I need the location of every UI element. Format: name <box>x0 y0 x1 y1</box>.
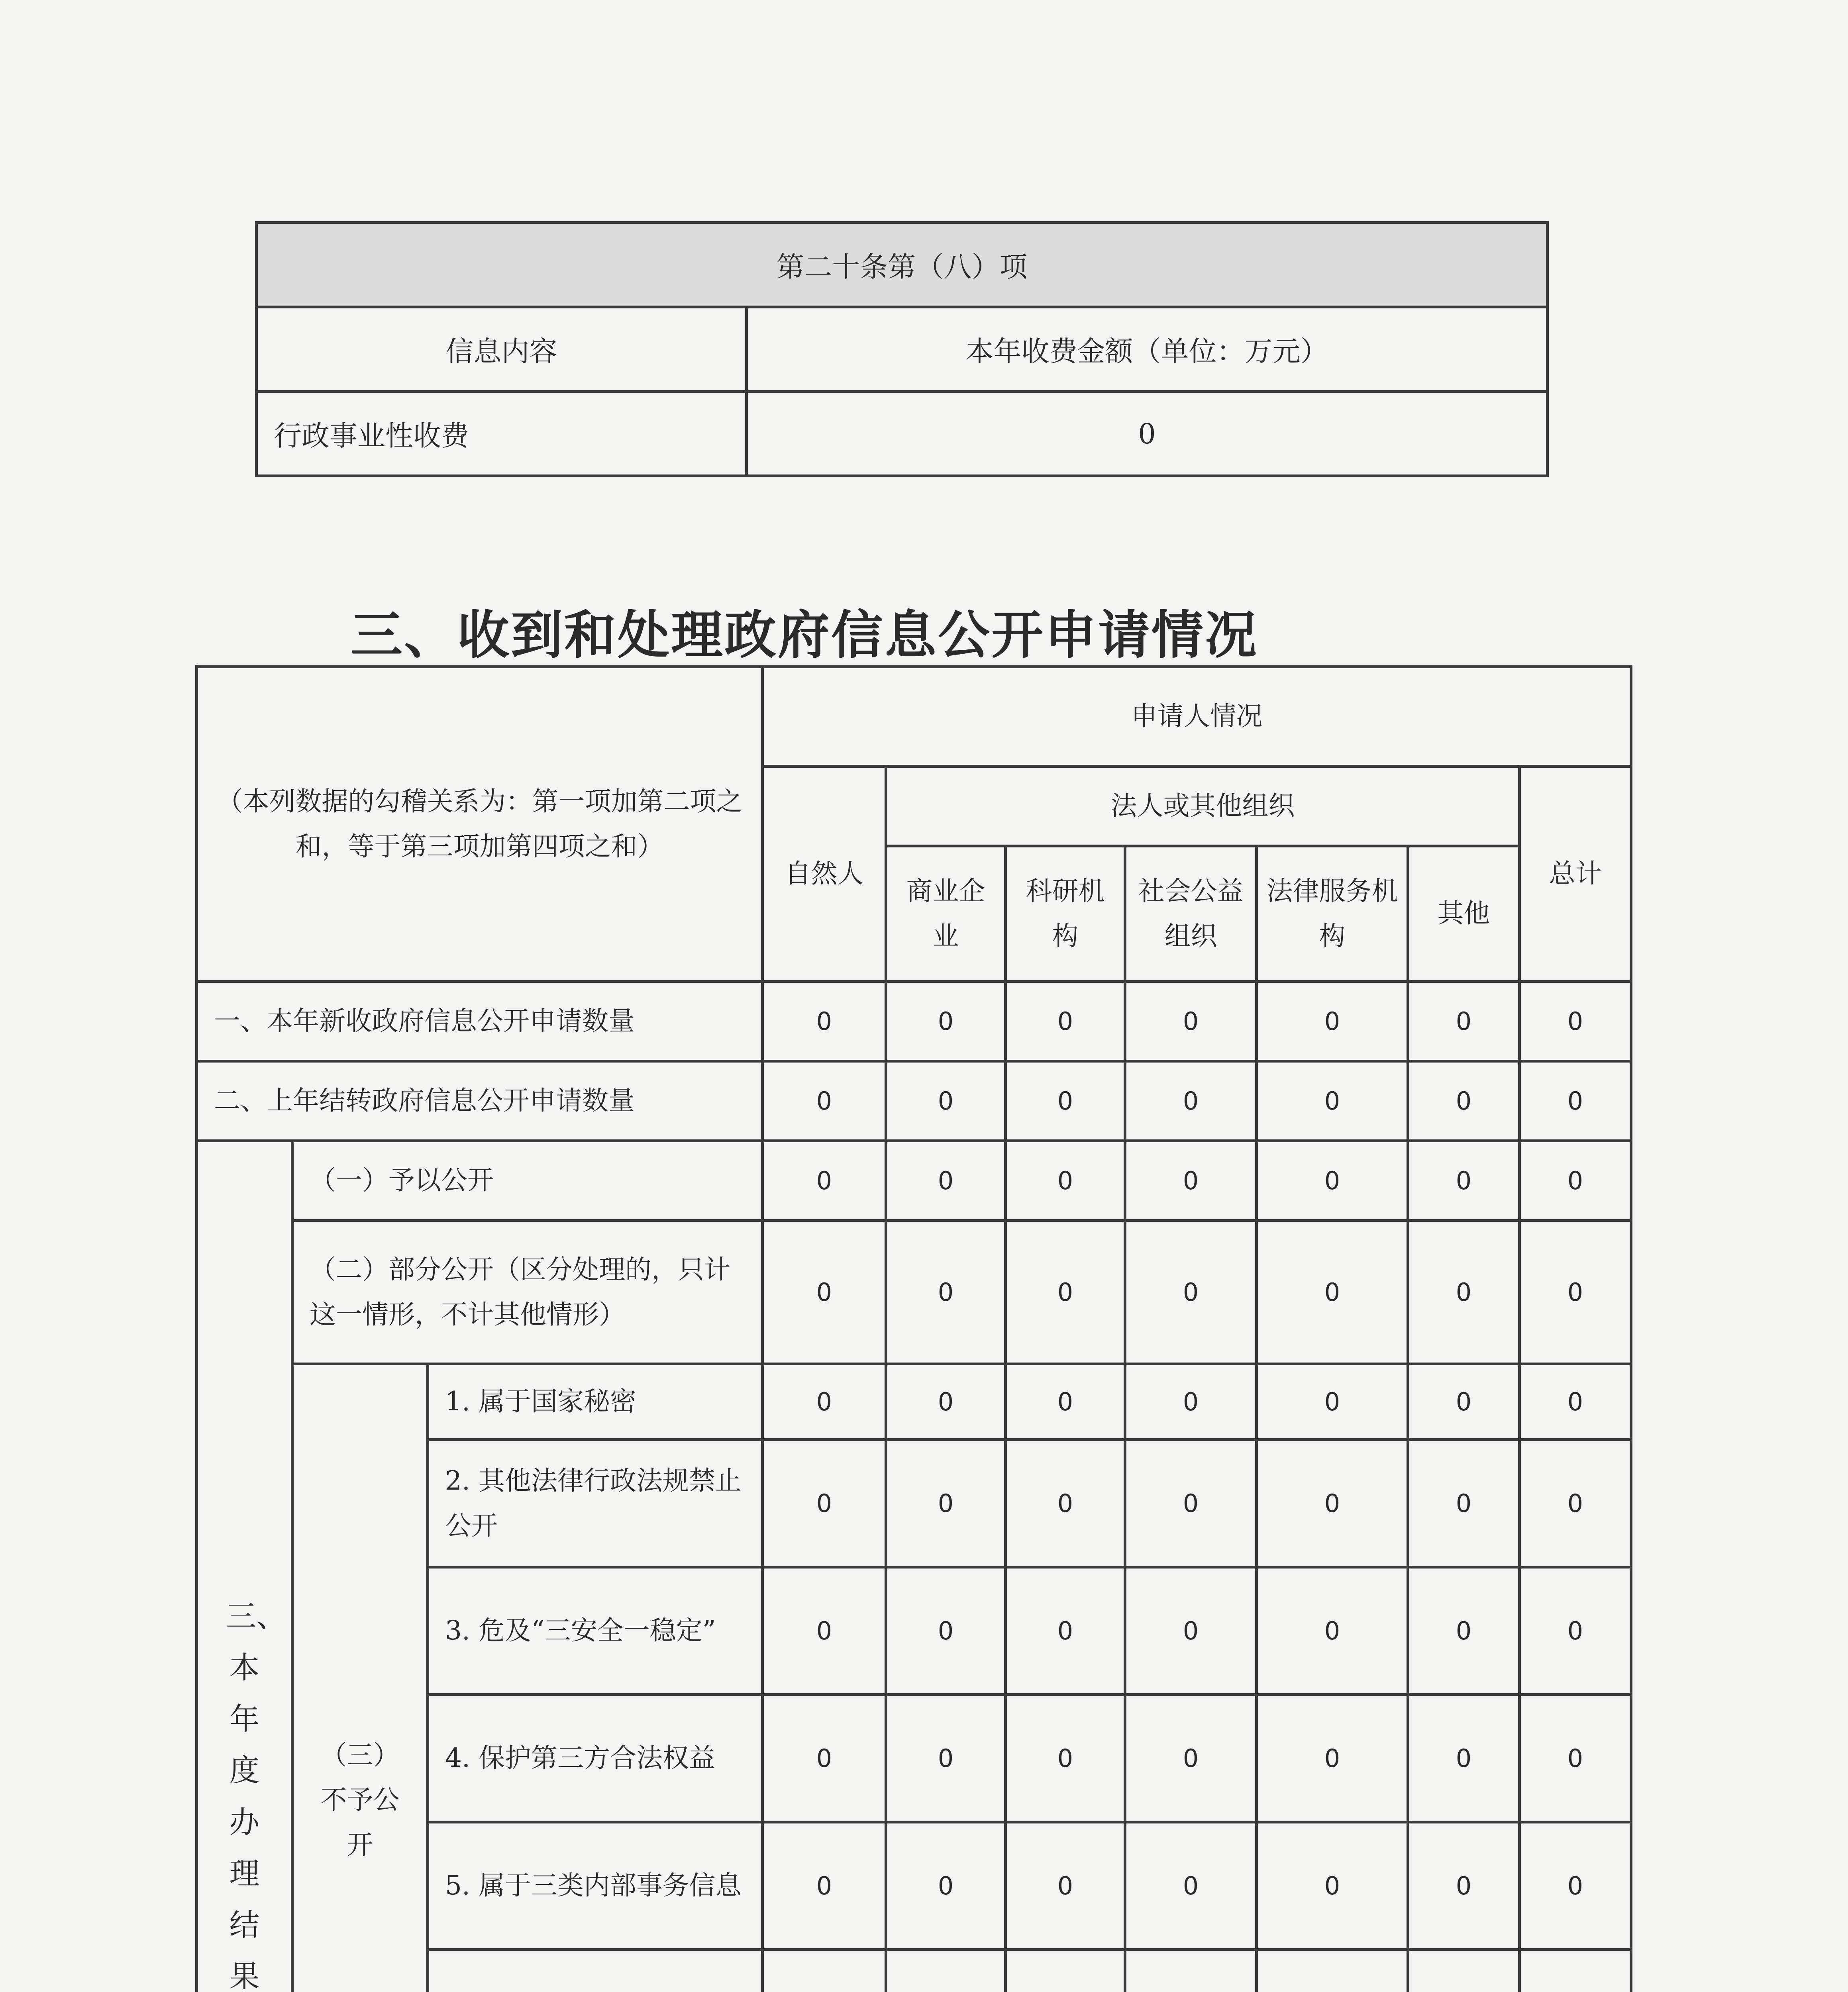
cell: 0 <box>763 1061 886 1141</box>
row-label: （一）予以公开 <box>292 1141 763 1221</box>
table-row <box>197 1364 1631 1440</box>
header-natural-person: 自然人 <box>763 767 886 982</box>
fee-col-info: 信息内容 <box>257 307 747 392</box>
cell: 0 <box>1257 1141 1408 1221</box>
cell: 0 <box>1408 1695 1520 1822</box>
cell: 0 <box>1006 1440 1125 1567</box>
row-label: 二、上年结转政府信息公开申请数量 <box>197 1061 763 1141</box>
table-row <box>197 1141 1631 1221</box>
cell: 0 <box>1408 1440 1520 1567</box>
cell: 0 <box>886 1695 1006 1822</box>
cell: 0 <box>1408 1141 1520 1221</box>
cell: 0 <box>1125 1440 1257 1567</box>
cell <box>1257 1950 1408 1992</box>
cell: 0 <box>763 1822 886 1950</box>
table-row <box>197 1061 1631 1141</box>
cell: 0 <box>1408 1567 1520 1695</box>
cell: 0 <box>1520 1440 1631 1567</box>
cell: 0 <box>1520 1695 1631 1822</box>
row-label: 2. 其他法律行政法规禁止公开 <box>428 1440 763 1567</box>
cell: 0 <box>1408 1221 1520 1364</box>
table-row <box>197 1221 1631 1364</box>
row-label: 4. 保护第三方合法权益 <box>428 1695 763 1822</box>
cell: 0 <box>1520 1822 1631 1950</box>
fee-row-value: 0 <box>747 392 1548 476</box>
cell: 0 <box>1408 1061 1520 1141</box>
cell <box>1408 1950 1520 1992</box>
row-label: 一、本年新收政府信息公开申请数量 <box>197 982 763 1061</box>
header-legal-service: 法律服务机构 <box>1257 846 1408 982</box>
cell: 0 <box>1125 1695 1257 1822</box>
cell: 0 <box>1257 1822 1408 1950</box>
cell: 0 <box>763 1221 886 1364</box>
row-label <box>428 1950 763 1992</box>
row-label: （二）部分公开（区分处理的，只计这一情形，不计其他情形） <box>292 1221 763 1364</box>
cell: 0 <box>763 1567 886 1695</box>
cell: 0 <box>1006 1822 1125 1950</box>
cell: 0 <box>1125 1822 1257 1950</box>
fee-row-label: 行政事业性收费 <box>257 392 747 476</box>
cell: 0 <box>1520 1567 1631 1695</box>
cell: 0 <box>1257 1567 1408 1695</box>
header-other: 其他 <box>1408 846 1520 982</box>
application-table <box>195 665 1632 1992</box>
cell: 0 <box>1125 982 1257 1061</box>
cell: 0 <box>1006 1061 1125 1141</box>
cell: 0 <box>1006 1221 1125 1364</box>
cell: 0 <box>1257 1221 1408 1364</box>
header-total: 总计 <box>1520 767 1631 982</box>
cell: 0 <box>1520 1364 1631 1440</box>
section-title: 三、收到和处理政府信息公开申请情况 <box>351 605 1259 665</box>
cell: 0 <box>1006 1364 1125 1440</box>
cell: 0 <box>1125 1221 1257 1364</box>
cell <box>1125 1950 1257 1992</box>
cell: 0 <box>886 1440 1006 1567</box>
fee-col-amount: 本年收费金额（单位：万元） <box>747 307 1548 392</box>
cell: 0 <box>1408 1364 1520 1440</box>
header-public-welfare: 社会公益组织 <box>1125 846 1257 982</box>
header-commercial: 商业企业 <box>886 846 1006 982</box>
cell: 0 <box>1125 1364 1257 1440</box>
cell: 0 <box>763 1440 886 1567</box>
row-label: 3. 危及“三安全一稳定” <box>428 1567 763 1695</box>
cell: 0 <box>1006 1141 1125 1221</box>
cell: 0 <box>1257 1364 1408 1440</box>
cell: 0 <box>1520 1141 1631 1221</box>
header-research: 科研机构 <box>1006 846 1125 982</box>
cell: 0 <box>1520 1061 1631 1141</box>
cell: 0 <box>886 1141 1006 1221</box>
cell: 0 <box>763 982 886 1061</box>
cell: 0 <box>1520 1221 1631 1364</box>
cell: 0 <box>886 982 1006 1061</box>
header-applicant: 申请人情况 <box>763 667 1631 767</box>
cell: 0 <box>886 1822 1006 1950</box>
cell: 0 <box>1006 982 1125 1061</box>
header-legal-entity: 法人或其他组织 <box>886 767 1520 846</box>
cell: 0 <box>1125 1061 1257 1141</box>
table-row <box>197 982 1631 1061</box>
cell: 0 <box>1006 1567 1125 1695</box>
cell: 0 <box>1257 1695 1408 1822</box>
group3-label: 三、本年度办理结果 <box>197 1141 292 1992</box>
cell: 0 <box>1125 1141 1257 1221</box>
fee-table-header: 第二十条第（八）项 <box>257 223 1548 307</box>
cell: 0 <box>763 1364 886 1440</box>
cell: 0 <box>1125 1567 1257 1695</box>
cell: 0 <box>886 1364 1006 1440</box>
fee-table <box>255 221 1549 477</box>
cell <box>886 1950 1006 1992</box>
cell: 0 <box>1257 982 1408 1061</box>
cell: 0 <box>886 1221 1006 1364</box>
cell: 0 <box>763 1141 886 1221</box>
cell: 0 <box>1408 1822 1520 1950</box>
sub3-label: （三）不予公开 <box>292 1364 428 1992</box>
cell: 0 <box>1408 982 1520 1061</box>
cell: 0 <box>1520 982 1631 1061</box>
row-label: 5. 属于三类内部事务信息 <box>428 1822 763 1950</box>
cell: 0 <box>1257 1061 1408 1141</box>
cell: 0 <box>886 1567 1006 1695</box>
row-label: 1. 属于国家秘密 <box>428 1364 763 1440</box>
cell <box>1520 1950 1631 1992</box>
cell: 0 <box>1006 1695 1125 1822</box>
cell <box>763 1950 886 1992</box>
cell <box>1006 1950 1125 1992</box>
cell: 0 <box>763 1695 886 1822</box>
cell: 0 <box>886 1061 1006 1141</box>
table-note: （本列数据的勾稽关系为：第一项加第二项之和，等于第三项加第四项之和） <box>197 667 763 982</box>
cell: 0 <box>1257 1440 1408 1567</box>
